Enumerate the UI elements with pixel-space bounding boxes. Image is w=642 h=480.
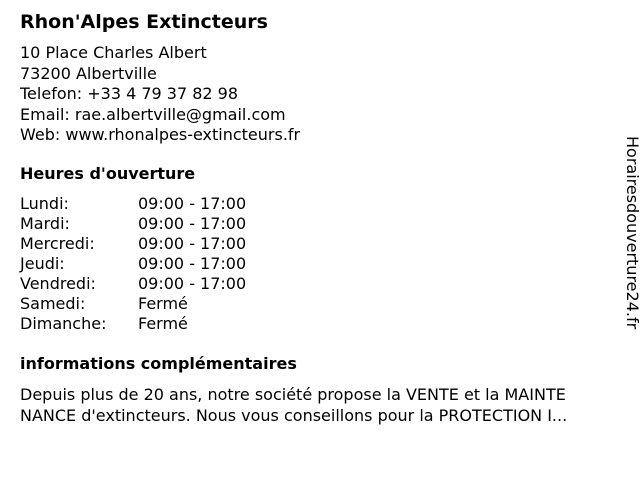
info-heading: informations complémentaires xyxy=(20,354,297,373)
contact-block xyxy=(20,43,300,146)
email-line: Email: rae.albertville@gmail.com xyxy=(20,104,286,124)
hours-row-thursday xyxy=(20,254,246,274)
day-label: Mardi: xyxy=(20,214,70,233)
time-value: 09:00 - 17:00 xyxy=(138,194,247,213)
hours-row-wednesday xyxy=(20,234,246,254)
hours-row-tuesday xyxy=(20,214,246,234)
hours-row-sunday xyxy=(20,314,246,334)
time-value: 09:00 - 17:00 xyxy=(138,234,247,253)
hours-row-saturday xyxy=(20,294,246,314)
hours-table xyxy=(20,194,246,334)
hours-row-friday xyxy=(20,274,246,294)
info-description xyxy=(20,384,625,426)
time-value: 09:00 - 17:00 xyxy=(138,214,247,233)
time-value: Fermé xyxy=(138,314,188,333)
day-label: Lundi: xyxy=(20,194,69,213)
info-line-2: NANCE d'extincteurs. Nous vous conseillons pour la PROTECTION I... xyxy=(20,406,568,425)
street-address: 10 Place Charles Albert xyxy=(20,43,207,62)
day-label: Vendredi: xyxy=(20,274,96,293)
time-value: 09:00 - 17:00 xyxy=(138,274,247,293)
day-label: Dimanche: xyxy=(20,314,107,333)
day-label: Mercredi: xyxy=(20,234,95,253)
hours-heading: Heures d'ouverture xyxy=(20,164,196,183)
time-value: 09:00 - 17:00 xyxy=(138,254,247,273)
website-line: Web: www.rhonalpes-extincteurs.fr xyxy=(20,125,301,144)
phone-line: Telefon: +33 4 79 37 82 98 xyxy=(20,84,239,103)
brand-watermark: Horairesdouverture24.fr xyxy=(623,136,642,330)
business-name: Rhon'Alpes Extincteurs xyxy=(20,11,268,33)
info-line-1: Depuis plus de 20 ans, notre société propose la VENTE et la MAINTE xyxy=(20,385,566,404)
time-value: Fermé xyxy=(138,294,188,313)
day-label: Jeudi: xyxy=(20,254,65,273)
hours-row-monday xyxy=(20,194,246,214)
city-postal: 73200 Albertville xyxy=(20,63,157,83)
day-label: Samedi: xyxy=(20,294,86,313)
